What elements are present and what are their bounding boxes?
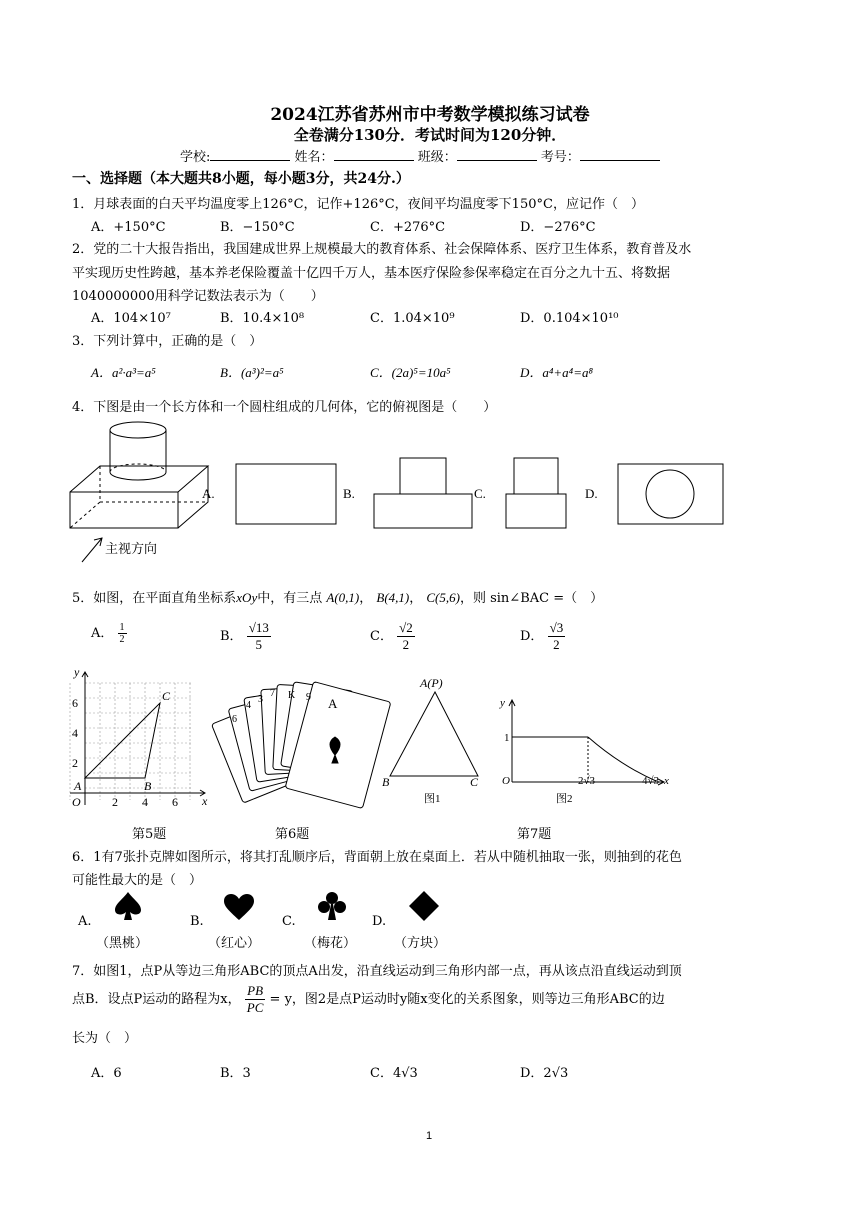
diamond-icon[interactable] — [408, 890, 440, 922]
grid-point-a: A — [74, 779, 82, 793]
q1-stem: 1．月球表面的白天平均温度零上126°C，记作+126°C，夜间平均温度零下150°C，应记作（ ） — [72, 197, 644, 212]
q7-line2-pre: 点B．设点P运动的路程为x， — [72, 992, 241, 1007]
q5-d-num: √3 — [549, 620, 564, 635]
q7-option-b[interactable]: B．3 — [220, 1066, 251, 1081]
y-tick-2: 2 — [72, 756, 78, 770]
playing-cards — [211, 682, 390, 809]
page-number: 1 — [426, 1130, 433, 1142]
q2-line2: 平实现历史性跨越，基本养老保险覆盖十亿四千万人，基本医疗保险参保率稳定在百分之九十五、将数据 — [72, 266, 671, 281]
spade-icon[interactable] — [112, 890, 144, 922]
q7-option-d[interactable]: D．2√3 — [520, 1066, 569, 1081]
x-tick-4: 4 — [142, 795, 148, 809]
q6-suit-c: （梅花） — [304, 936, 357, 951]
caption-q6: 第6题 — [275, 827, 310, 842]
graph-y-label: y — [500, 697, 505, 709]
q7-frac-den: PC — [246, 1000, 264, 1015]
graph-one-label: 1 — [504, 732, 510, 744]
q4-figures — [60, 420, 760, 565]
q5-b-den: 5 — [255, 637, 263, 652]
q6-suit-a: （黑桃） — [96, 936, 149, 951]
q2-option-a[interactable]: A．104×10⁷ — [91, 311, 171, 326]
y-tick-4: 4 — [72, 726, 78, 740]
q5-a-num: 1 — [119, 622, 125, 633]
fig2-caption: 图2 — [556, 793, 573, 805]
x-tick-2: 2 — [112, 795, 118, 809]
q4-label-c[interactable]: C. — [474, 486, 486, 501]
heart-icon[interactable] — [222, 892, 256, 922]
q5-a-den: 2 — [119, 634, 125, 645]
point-a: A(0,1) — [326, 590, 360, 605]
card-ace: A — [328, 696, 338, 711]
caption-q7: 第7题 — [517, 827, 552, 842]
page-title: 2024江苏省苏州市中考数学模拟练习试卷 — [270, 105, 590, 125]
q5-stem-end: ，则 sin∠BAC =（ ） — [459, 591, 604, 606]
school-label: 学校: — [180, 150, 211, 165]
q7-line2 — [72, 983, 665, 1016]
q6-option-b-label[interactable]: B. — [190, 914, 204, 929]
q5-c-label: C． — [370, 629, 393, 644]
q5-a-label: A． — [91, 626, 114, 641]
q1-option-a[interactable]: A．+150°C — [91, 220, 166, 235]
triangle-c-label: C — [470, 775, 479, 789]
card-6: 6 — [232, 714, 237, 725]
option-c-view[interactable] — [506, 458, 566, 528]
y-tick-6: 6 — [72, 696, 78, 710]
q6-option-a-label[interactable]: A. — [78, 914, 92, 929]
grid-point-b: B — [144, 779, 152, 793]
q6-options — [72, 890, 472, 950]
q6-line1: 6．1有7张扑克牌如图所示，将其打乱顺序后，背面朝上放在桌面上．若从中随机抽取一张，则抽到的花色 — [72, 850, 682, 865]
triangle-figure — [382, 676, 479, 805]
q3-stem: 3．下列计算中，正确的是（ ） — [72, 334, 263, 349]
figure-row — [60, 660, 700, 820]
q1-option-b[interactable]: B．−150°C — [220, 220, 295, 235]
grid-x-label: x — [202, 794, 208, 808]
option-a-view[interactable] — [236, 464, 336, 524]
club-icon[interactable] — [316, 890, 348, 922]
school-blank[interactable] — [210, 148, 290, 161]
q5-c-den: 2 — [402, 637, 410, 652]
q7-line2-post: = y，图2是点P运动时y随x变化的关系图象，则等边三角形ABC的边 — [269, 992, 665, 1007]
q1-option-c[interactable]: C．+276°C — [370, 220, 446, 235]
direction-label: 主视方向 — [105, 541, 158, 556]
q3-option-a[interactable]: A．a²·a³=a⁵ — [91, 365, 156, 380]
q5-stem-pre: 5．如图，在平面直角坐标系 — [72, 591, 237, 606]
q7-option-a[interactable]: A．6 — [91, 1066, 122, 1081]
q3-option-c[interactable]: C．(2a)⁵=10a⁵ — [370, 365, 451, 380]
name-blank[interactable] — [334, 148, 414, 161]
q5-c-num: √2 — [399, 620, 413, 635]
card-9: 9 — [306, 692, 311, 703]
card-k: K — [288, 690, 296, 701]
q5-option-a[interactable] — [91, 622, 127, 645]
q5-stem: 5．如图，在平面直角坐标系xOy中，有三点 A(0,1)， B(4,1)， C(5,6)，则 sin∠BAC =（ ） — [72, 590, 604, 606]
triangle-b-label: B — [382, 775, 390, 789]
graph-x-label: x — [664, 775, 669, 787]
student-info — [180, 146, 660, 165]
q2-option-c[interactable]: C．1.04×10⁹ — [370, 311, 455, 326]
coordinate-grid — [70, 665, 208, 809]
option-b-view[interactable] — [374, 458, 472, 528]
q2-line3: 1040000000用科学记数法表示为（ ） — [72, 289, 324, 304]
q5-option-b[interactable] — [220, 620, 271, 653]
q5-d-den: 2 — [553, 637, 560, 652]
class-label: 班级： — [417, 150, 457, 165]
q2-option-d[interactable]: D．0.104×10¹⁰ — [520, 311, 619, 326]
graph-figure — [499, 697, 669, 805]
triangle-top-label: A(P) — [420, 676, 443, 690]
exam-subtitle: 全卷满分130分．考试时间为120分钟． — [293, 126, 567, 144]
q3-option-d[interactable]: D．a⁴+a⁴=a⁸ — [520, 365, 593, 380]
number-label: 考号： — [540, 150, 580, 165]
q7-option-c[interactable]: C．4√3 — [370, 1066, 418, 1081]
x-tick-6: 6 — [172, 795, 178, 809]
q7-line3: 长为（ ） — [72, 1031, 138, 1046]
q6-suit-d: （方块） — [394, 936, 447, 951]
caption-q5: 第5题 — [132, 827, 167, 842]
grid-y-label: y — [74, 665, 80, 679]
fig1-caption: 图1 — [424, 793, 441, 805]
option-d-view[interactable] — [618, 464, 723, 524]
q4-label-b[interactable]: B. — [343, 486, 355, 501]
q5-system: xOy — [236, 590, 258, 605]
graph-origin: O — [502, 775, 510, 787]
q5-b-label: B． — [220, 629, 243, 644]
q7-frac-num: PB — [245, 983, 266, 1000]
q6-suit-b: （红心） — [208, 936, 261, 951]
card-3: 3 — [258, 694, 263, 705]
number-blank[interactable] — [580, 148, 660, 161]
section-heading: 一、选择题（本大题共8小题，每小题3分，共24分.） — [72, 171, 410, 187]
card-4: 4 — [246, 700, 251, 711]
q3-option-b[interactable]: B．(a³)²=a⁵ — [220, 365, 284, 380]
q2-option-b[interactable]: B．10.4×10⁸ — [220, 311, 305, 326]
card-7: 7 — [270, 688, 275, 699]
q6-option-c-label[interactable]: C. — [282, 914, 296, 929]
class-blank[interactable] — [457, 148, 537, 161]
q5-d-label: D． — [520, 629, 544, 644]
graph-mid-tick: 2√3 — [578, 775, 596, 787]
q2-line1: 2．党的二十大报告指出，我国建成世界上规模最大的教育体系、社会保障体系、医疗卫生体系，教育普及水 — [72, 242, 692, 257]
q7-line1: 7．如图1，点P从等边三角形ABC的顶点A出发，沿直线运动到三角形内部一点，再从该点沿直线运动到顶 — [72, 964, 682, 979]
graph-end-tick: 4√3 — [642, 775, 660, 787]
q5-option-c[interactable] — [370, 620, 415, 653]
grid-point-c: C — [162, 689, 171, 703]
q5-b-num: √13 — [248, 620, 269, 635]
q5-option-d[interactable] — [520, 620, 565, 653]
q6-option-d-label[interactable]: D. — [372, 914, 387, 929]
point-c: C(5,6) — [426, 590, 460, 605]
q5-stem-mid: 中，有三点 — [257, 591, 323, 606]
grid-origin: O — [72, 795, 81, 809]
point-b: B(4,1) — [376, 590, 410, 605]
q4-stem: 4．下图是由一个长方体和一个圆柱组成的几何体，它的俯视图是（ ） — [72, 400, 497, 415]
q4-label-a[interactable]: A. — [202, 486, 215, 501]
q4-label-d[interactable]: D. — [585, 486, 598, 501]
q1-option-d[interactable]: D．−276°C — [520, 220, 596, 235]
name-label: 姓名： — [294, 150, 334, 165]
q6-line2: 可能性最大的是（ ） — [72, 873, 203, 888]
